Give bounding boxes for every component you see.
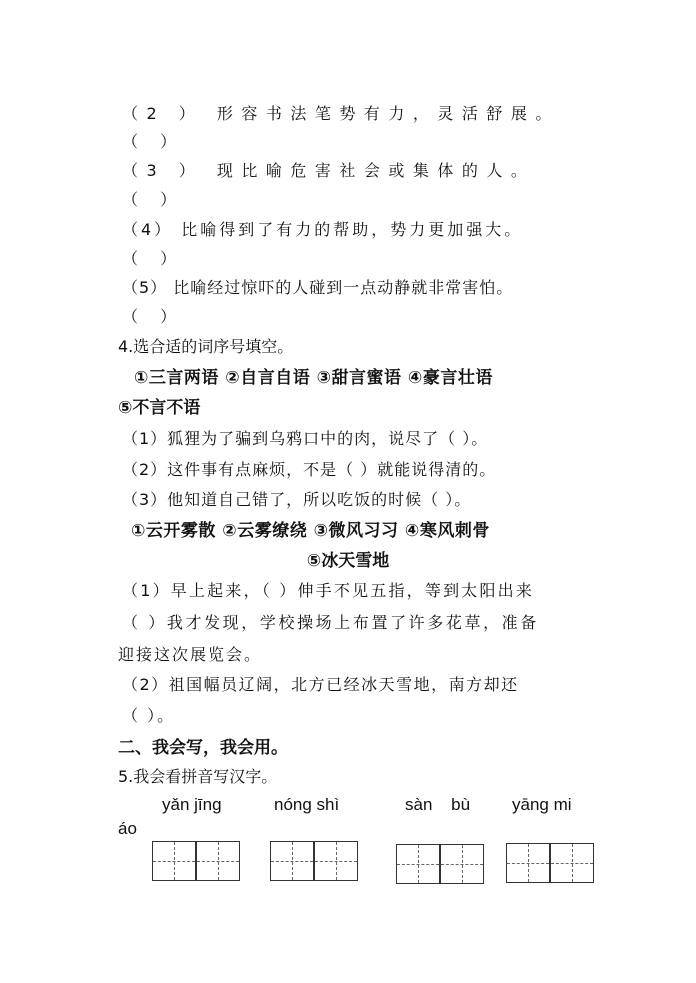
q3-item-3: （3 ） 现比喻危害社会或集体的人。: [122, 161, 536, 180]
pinyin-label: yāng mi: [512, 795, 572, 814]
writing-grid[interactable]: [196, 841, 240, 881]
q3-item-5: （5） 比喻经过惊吓的人碰到一点动静就非常害怕。: [122, 278, 514, 297]
pinyin-label: nóng shì: [274, 795, 340, 814]
writing-grid[interactable]: [550, 843, 594, 883]
writing-grid[interactable]: [440, 844, 484, 884]
answer-blank: （ ）: [122, 190, 185, 209]
writing-grid[interactable]: [152, 841, 196, 881]
q3-item-2: （2 ） 形容书法笔势有力，灵活舒展。: [122, 104, 560, 123]
writing-grid[interactable]: [314, 841, 358, 881]
q4-paragraph-1-line1: （1）早上起来，（ ）伸手不见五指，等到太阳出来: [122, 581, 535, 600]
writing-grid[interactable]: [506, 843, 550, 883]
q4-paragraph-2-line1: （2）祖国幅员辽阔，北方已经冰天雪地，南方却还: [122, 675, 519, 694]
q4-sentence-2: （2）这件事有点麻烦，不是（ ）就能说得清的。: [122, 460, 497, 479]
section-heading: 二、我会写，我会用。: [118, 738, 288, 758]
q5-title: 5.我会看拼音写汉字。: [118, 767, 278, 786]
q4-paragraph-1-line3: 迎接这次展览会。: [118, 645, 263, 664]
writing-grid[interactable]: [396, 844, 440, 884]
pinyin-label: áo: [118, 819, 137, 838]
answer-blank: （ ）: [122, 132, 185, 151]
q4-options-a-line2: ⑤不言不语: [118, 398, 201, 418]
answer-blank: （ ）: [122, 249, 185, 268]
q4-options-b-line1: ①云开雾散 ②云雾缭绕 ③微风习习 ④寒风刺骨: [131, 521, 490, 541]
pinyin-label: yǎn jīng: [162, 795, 222, 814]
q4-title: 4.选合适的词序号填空。: [118, 337, 294, 356]
q4-paragraph-1-line2: （ ）我才发现，学校操场上布置了许多花草，准备: [122, 613, 539, 632]
pinyin-label: sàn bù: [405, 795, 471, 814]
q4-sentence-1: （1）狐狸为了骗到乌鸦口中的肉，说尽了（ ）。: [122, 429, 489, 448]
q3-item-4: （4） 比喻得到了有力的帮助，势力更加强大。: [122, 220, 524, 239]
q4-options-b-line2: ⑤冰天雪地: [306, 551, 390, 571]
answer-blank: （ ）: [122, 307, 185, 326]
q4-sentence-3: （3）他知道自己错了，所以吃饭的时候（ ）。: [122, 490, 472, 509]
q4-options-a-line1: ①三言两语 ②自言自语 ③甜言蜜语 ④豪言壮语: [134, 368, 493, 388]
q4-paragraph-2-line2: （ ）。: [122, 706, 176, 725]
writing-grid[interactable]: [270, 841, 314, 881]
